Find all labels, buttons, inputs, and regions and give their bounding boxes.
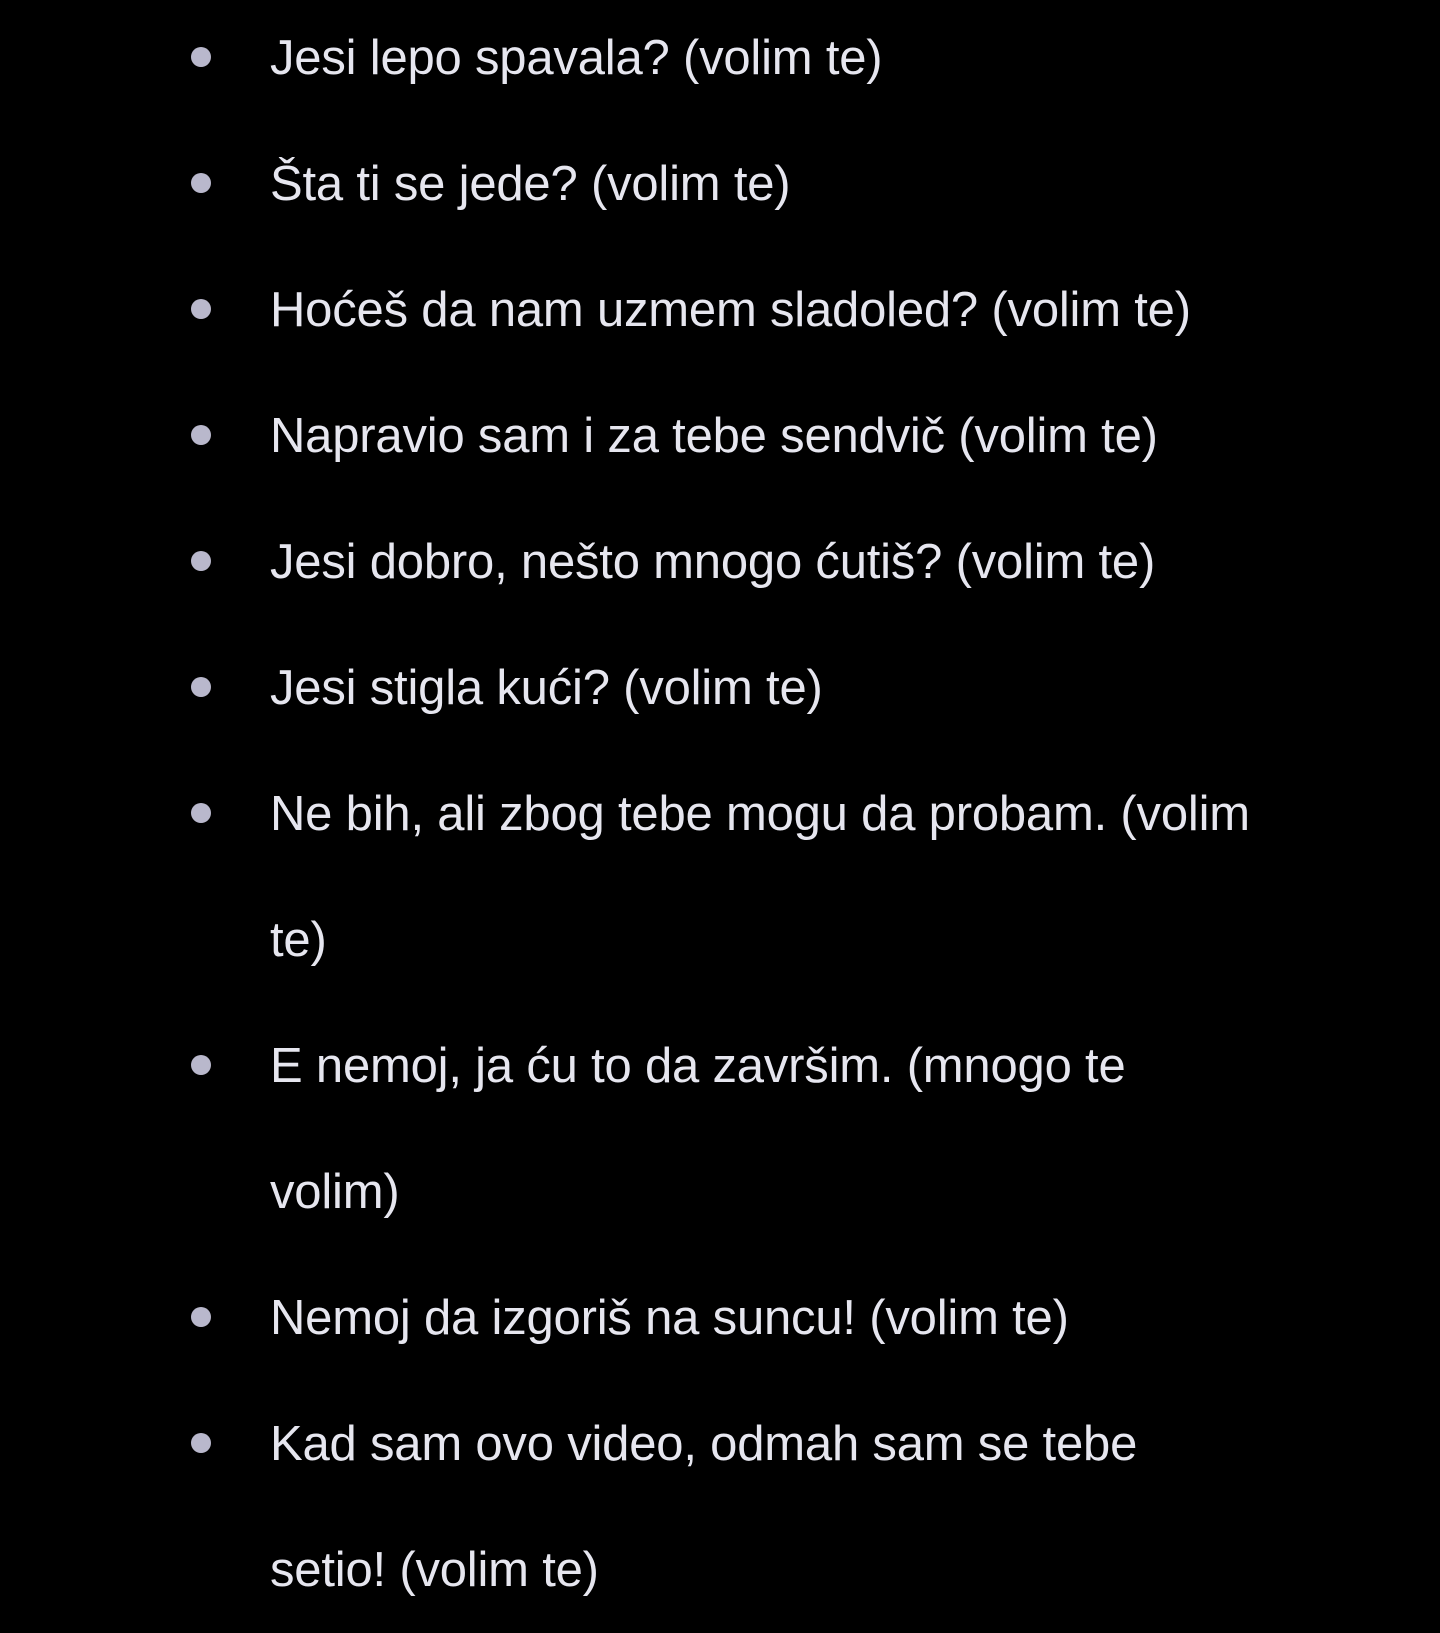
list-item-text: Hoćeš da nam uzmem sladoled? (volim te) — [270, 283, 1191, 337]
list-item — [0, 1381, 1440, 1633]
list-item-text: Jesi lepo spavala? (volim te) — [270, 31, 883, 85]
list-item-text: Jesi stigla kući? (volim te) — [270, 661, 823, 715]
list-item-text: Napravio sam i za tebe sendvič (volim te) — [270, 409, 1158, 463]
list-item — [0, 625, 1440, 751]
list-item-text: Jesi dobro, nešto mnogo ćutiš? (volim te) — [270, 535, 1156, 589]
list-item — [0, 373, 1440, 499]
bullet-icon — [191, 425, 211, 445]
list-item — [0, 1255, 1440, 1381]
list-item — [0, 499, 1440, 625]
list-item — [0, 0, 1440, 121]
list-item — [0, 751, 1440, 1003]
bullet-icon — [191, 677, 211, 697]
list-item-text: Ne bih, ali zbog tebe mogu da probam. (volim te) — [270, 787, 1250, 967]
bullet-icon — [191, 299, 211, 319]
list-item — [0, 121, 1440, 247]
bullet-icon — [191, 551, 211, 571]
list-item — [0, 1003, 1440, 1255]
bullet-icon — [191, 1433, 211, 1453]
list-item-text: Nemoj da izgoriš na suncu! (volim te) — [270, 1291, 1069, 1345]
bullet-icon — [191, 47, 211, 67]
list-item-text: Šta ti se jede? (volim te) — [270, 157, 791, 211]
list-item — [0, 247, 1440, 373]
bullet-icon — [191, 173, 211, 193]
list-item-text: E nemoj, ja ću to da završim. (mnogo te volim) — [270, 1039, 1126, 1219]
bullet-icon — [191, 1307, 211, 1327]
list-item-text: Kad sam ovo video, odmah sam se tebe setio! (volim te) — [270, 1417, 1138, 1597]
bullet-icon — [191, 1055, 211, 1075]
bullet-icon — [191, 803, 211, 823]
